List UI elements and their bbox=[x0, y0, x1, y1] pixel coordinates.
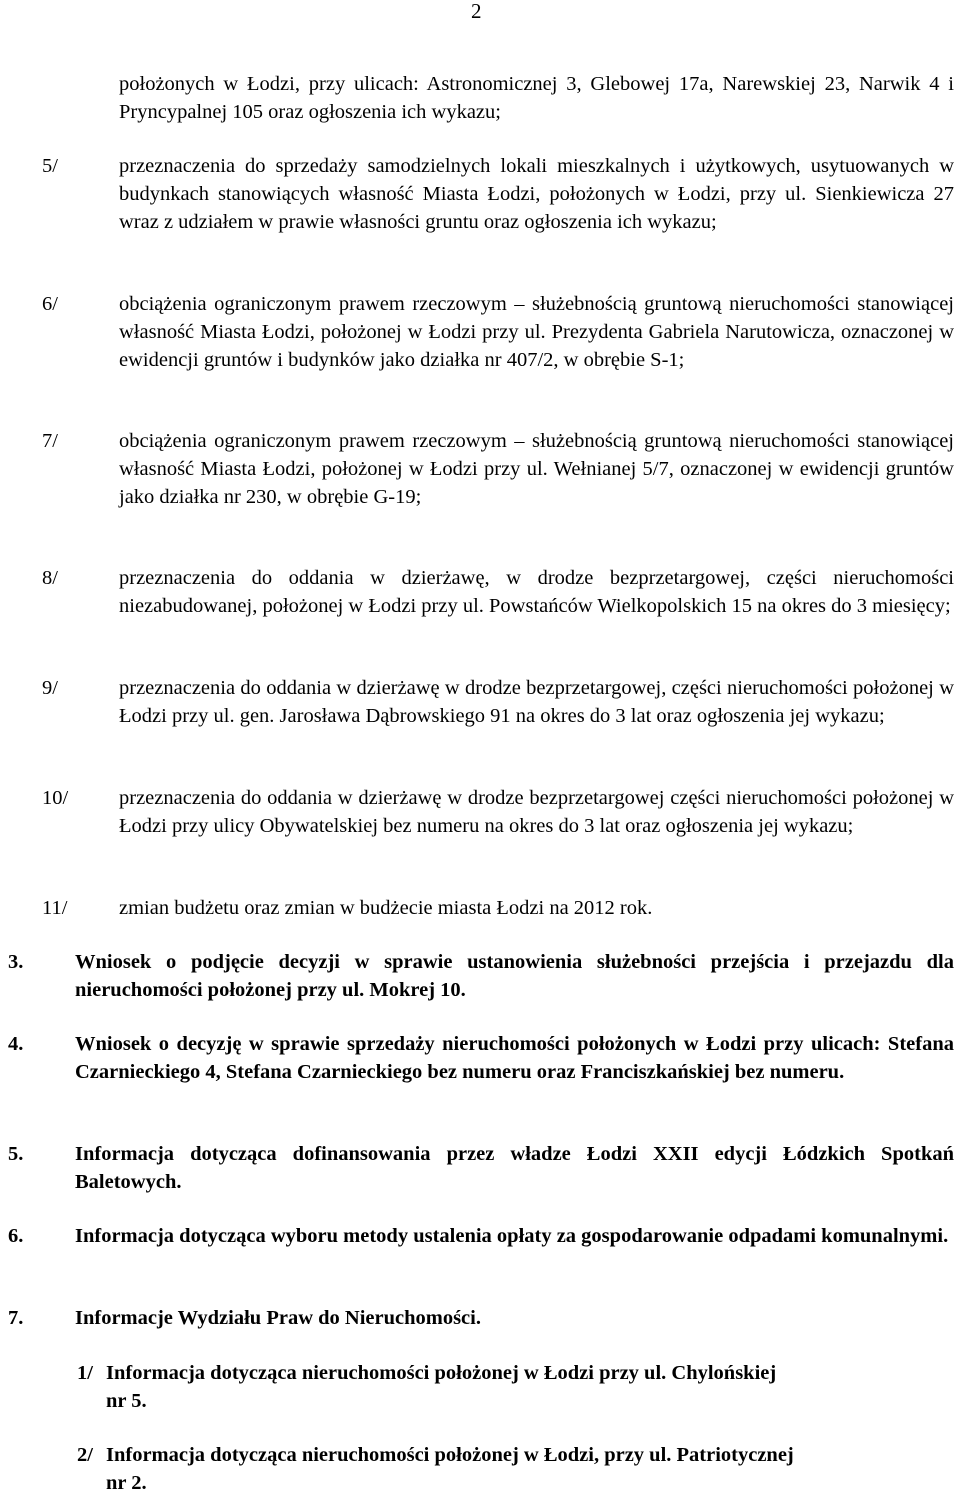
subsection-line: nr 5. bbox=[106, 1390, 147, 1412]
list-item-text: obciążenia ograniczonym prawem rzeczowym – służebnością gruntową nieruchomości stanowiącej własność Miasta Łodzi, położonej w Łodzi przy ul. Wełnianej 5/7, oznaczonej w ewidencji gruntów jako działka nr 230, w obrębie G-19; bbox=[119, 430, 954, 508]
subsection-line: Informacja dotycząca nieruchomości położonej w Łodzi, przy ul. Patriotycznej bbox=[106, 1444, 794, 1466]
section-text: Wniosek o decyzję w sprawie sprzedaży nieruchomości położonych w Łodzi przy ulicach: Stefana Czarnieckiego 4, Stefana Czarnieckiego bez numeru oraz Franciszkańskiej bez numeru. bbox=[75, 1033, 954, 1083]
list-item-number: 11/ bbox=[42, 897, 68, 919]
subsection-text bbox=[106, 1359, 954, 1415]
list-item-text: obciążenia ograniczonym prawem rzeczowym – służebnością gruntową nieruchomości stanowiącej własność Miasta Łodzi, położonej w Łodzi przy ul. Prezydenta Gabriela Narutowicza, oznaczonej w ewidencji gruntów i budynków jako działka nr 407/2, w obrębie S-1; bbox=[119, 293, 954, 371]
subsection-text bbox=[106, 1441, 954, 1497]
subsection-line: Informacja dotycząca nieruchomości położonej w Łodzi przy ul. Chylońskiej bbox=[106, 1362, 777, 1384]
list-item-number: 7/ bbox=[42, 430, 58, 452]
list-item-text: przeznaczenia do oddania w dzierżawę, w drodze bezprzetargowej, części nieruchomości niezabudowanej, położonej w Łodzi przy ul. Powstańców Wielkopolskich 15 na okres do 3 miesięcy; bbox=[119, 567, 954, 617]
section-number: 3. bbox=[8, 951, 24, 973]
subsection-line: nr 2. bbox=[106, 1472, 147, 1494]
section-number: 7. bbox=[8, 1307, 24, 1329]
section-number: 6. bbox=[8, 1225, 24, 1247]
list-item-text: zmian budżetu oraz zmian w budżecie miasta Łodzi na 2012 rok. bbox=[119, 897, 653, 919]
page-number: 2 bbox=[471, 0, 482, 23]
list-item-number: 6/ bbox=[42, 293, 58, 315]
section-text: Informacje Wydziału Praw do Nieruchomości. bbox=[75, 1307, 481, 1329]
list-item-number: 8/ bbox=[42, 567, 58, 589]
list-item-number: 10/ bbox=[42, 787, 69, 809]
section-text: Informacja dotycząca wyboru metody ustalenia opłaty za gospodarowanie odpadami komunalnymi. bbox=[75, 1225, 949, 1247]
section-text: Wniosek o podjęcie decyzji w sprawie ustanowienia służebności przejścia i przejazdu dla nieruchomości położonej przy ul. Mokrej 10. bbox=[75, 951, 954, 1001]
list-item-number: 5/ bbox=[42, 155, 58, 177]
subsection-number: 2/ bbox=[77, 1444, 93, 1466]
section-text: Informacja dotycząca dofinansowania przez władze Łodzi XXII edycji Łódzkich Spotkań Baletowych. bbox=[75, 1143, 954, 1193]
list-item-text: położonych w Łodzi, przy ulicach: Astronomicznej 3, Glebowej 17a, Narewskiej 23, Narwik 4 i Pryncypalnej 105 oraz ogłoszenia ich wykazu; bbox=[119, 73, 954, 123]
list-item-number: 9/ bbox=[42, 677, 58, 699]
subsection-number: 1/ bbox=[77, 1362, 93, 1384]
list-item-text: przeznaczenia do oddania w dzierżawę w drodze bezprzetargowej części nieruchomości położonej w Łodzi przy ulicy Obywatelskiej bez numeru na okres do 3 lat oraz ogłoszenia jej wykazu; bbox=[119, 787, 954, 837]
section-number: 4. bbox=[8, 1033, 24, 1055]
list-item-text: przeznaczenia do oddania w dzierżawę w drodze bezprzetargowej, części nieruchomości położonej w Łodzi przy ul. gen. Jarosława Dąbrowskiego 91 na okres do 3 lat oraz ogłoszenia jej wykazu; bbox=[119, 677, 954, 727]
list-item-text: przeznaczenia do sprzedaży samodzielnych lokali mieszkalnych i użytkowych, usytuowanych w budynkach stanowiących własność Miasta Łodzi, położonych w Łodzi, przy ul. Sienkiewicza 27 wraz z udziałem w prawie własności gruntu oraz ogłoszenia ich wykazu; bbox=[119, 155, 954, 233]
section-number: 5. bbox=[8, 1143, 24, 1165]
